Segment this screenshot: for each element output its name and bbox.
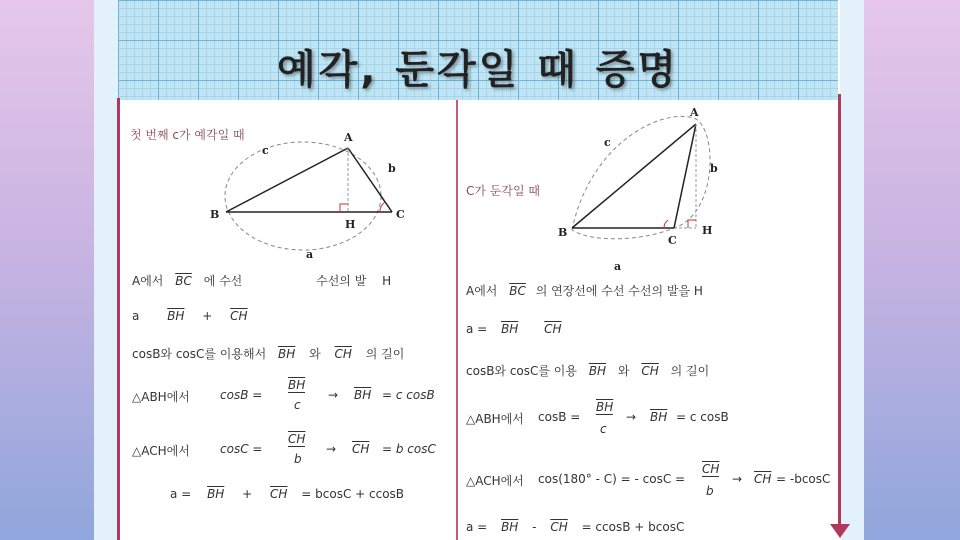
label-b-right: b	[710, 162, 718, 175]
right-line-6: $a = \overline{BH} - \overline{CH} = ccosB + bcosC$	[466, 520, 685, 534]
right-line-3: cosB와 cosC를 이용 $\overline{BH}$ 와 $\overline{CH}$ 의 길이	[466, 364, 710, 378]
right-angle-mark-left	[340, 204, 348, 212]
label-B-left: B	[210, 208, 220, 221]
right-line-1: A에서 $\overline{BC}$ 의 연장선에 수선 수선의 발을 H	[466, 284, 703, 298]
label-C-left: C	[396, 208, 405, 221]
label-B-right: B	[558, 226, 568, 239]
left-line-3: cosB와 cosC를 이용해서 $\overline{BH}$ 와 $\overline{CH}$ 의 길이	[132, 347, 405, 361]
label-c-left: c	[262, 144, 269, 157]
label-A-left: A	[344, 131, 353, 144]
label-b-left: b	[388, 162, 396, 175]
left-accent-line	[117, 98, 120, 540]
left-line-6: $a = \overline{BH} + \overline{CH} = bcosC + ccosB$	[170, 487, 405, 501]
angle-c-mark-right	[664, 220, 668, 228]
right-heading: C가 둔각일 때	[466, 184, 540, 198]
circumcircle-left	[225, 142, 381, 250]
label-A-right: A	[690, 106, 699, 119]
panel-divider	[456, 100, 458, 540]
side-c-left	[226, 148, 348, 212]
label-H-left: H	[345, 218, 356, 231]
right-angle-mark-right	[688, 220, 696, 228]
right-obtuse-diagram	[550, 104, 750, 274]
label-c-right: c	[604, 136, 611, 149]
down-arrow-icon	[828, 520, 852, 540]
label-a-left: a	[306, 248, 314, 261]
right-line-2: $a = \overline{BH}$ $\overline{CH}$	[466, 322, 562, 336]
label-H-right: H	[702, 224, 713, 237]
right-band	[840, 0, 864, 540]
left-heading: 첫 번째 c가 예각일 때	[130, 128, 245, 142]
left-line-1: A에서 $\overline{BC}$ 에 수선 수선의 발 H	[132, 274, 392, 288]
left-line-2: a $\overline{BH} + \overline{CH}$	[132, 309, 248, 323]
left-band	[94, 0, 118, 540]
left-acute-diagram	[210, 128, 450, 268]
slide-title: 예각, 둔각일 때 증명	[276, 47, 680, 93]
label-C-right: C	[668, 234, 677, 247]
side-b-left	[348, 148, 392, 212]
label-a-right: a	[614, 260, 622, 273]
right-accent-line	[838, 94, 841, 526]
